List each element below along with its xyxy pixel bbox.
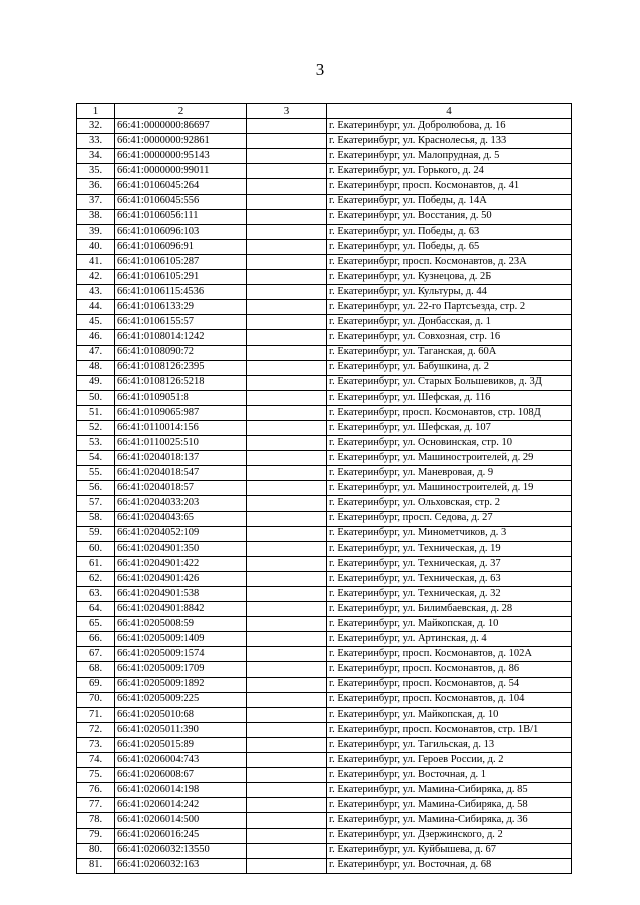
row-number: 56.: [77, 481, 115, 496]
table-row: [77, 753, 572, 768]
row-number: 66.: [77, 632, 115, 647]
cadastral-number: 66:41:0206004:743: [115, 753, 247, 768]
table-row: [77, 149, 572, 164]
column-3-cell: [247, 436, 327, 451]
row-number: 40.: [77, 239, 115, 254]
cadastral-number: 66:41:0205009:1892: [115, 677, 247, 692]
row-number: 42.: [77, 270, 115, 285]
column-3-cell: [247, 707, 327, 722]
cadastral-number: 66:41:0205011:390: [115, 722, 247, 737]
column-3-cell: [247, 254, 327, 269]
table-body: [77, 119, 572, 874]
table-row: [77, 436, 572, 451]
address: г. Екатеринбург, ул. Горького, д. 24: [327, 164, 572, 179]
table-row: [77, 209, 572, 224]
table-row: [77, 164, 572, 179]
cadastral-number: 66:41:0205015:89: [115, 737, 247, 752]
cadastral-number: 66:41:0110025:510: [115, 436, 247, 451]
address: г. Екатеринбург, просп. Космонавтов, д. 23А: [327, 254, 572, 269]
row-number: 52.: [77, 420, 115, 435]
address: г. Екатеринбург, ул. Победы, д. 65: [327, 239, 572, 254]
row-number: 73.: [77, 737, 115, 752]
column-3-cell: [247, 587, 327, 602]
address: г. Екатеринбург, ул. Мамина-Сибиряка, д. 85: [327, 783, 572, 798]
column-3-cell: [247, 798, 327, 813]
table-row: [77, 692, 572, 707]
address: г. Екатеринбург, ул. Артинская, д. 4: [327, 632, 572, 647]
table-row: [77, 315, 572, 330]
row-number: 78.: [77, 813, 115, 828]
table-header: [77, 104, 572, 119]
row-number: 81.: [77, 858, 115, 873]
cadastral-number: 66:41:0106045:556: [115, 194, 247, 209]
column-3-cell: [247, 843, 327, 858]
row-number: 48.: [77, 360, 115, 375]
table-row: [77, 662, 572, 677]
address: г. Екатеринбург, ул. Победы, д. 63: [327, 224, 572, 239]
column-3-cell: [247, 511, 327, 526]
address: г. Екатеринбург, просп. Седова, д. 27: [327, 511, 572, 526]
address: г. Екатеринбург, ул. Машиностроителей, д. 29: [327, 451, 572, 466]
table-row: [77, 858, 572, 873]
cadastral-number: 66:41:0205010:68: [115, 707, 247, 722]
row-number: 72.: [77, 722, 115, 737]
column-header: 3: [247, 104, 327, 119]
cadastral-number: 66:41:0204018:57: [115, 481, 247, 496]
column-3-cell: [247, 405, 327, 420]
page-number: 3: [315, 60, 325, 79]
row-number: 38.: [77, 209, 115, 224]
column-3-cell: [247, 496, 327, 511]
table-row: [77, 707, 572, 722]
address: г. Екатеринбург, ул. Кузнецова, д. 2Б: [327, 270, 572, 285]
cadastral-number: 66:41:0000000:95143: [115, 149, 247, 164]
column-3-cell: [247, 270, 327, 285]
column-3-cell: [247, 753, 327, 768]
address: г. Екатеринбург, ул. Тагильская, д. 13: [327, 737, 572, 752]
cadastral-number: 66:41:0106056:111: [115, 209, 247, 224]
row-number: 79.: [77, 828, 115, 843]
column-3-cell: [247, 526, 327, 541]
address: г. Екатеринбург, ул. Краснолесья, д. 133: [327, 134, 572, 149]
cadastral-number: 66:41:0108126:5218: [115, 375, 247, 390]
column-3-cell: [247, 556, 327, 571]
cadastral-number: 66:41:0110014:156: [115, 420, 247, 435]
address: г. Екатеринбург, ул. Дзержинского, д. 2: [327, 828, 572, 843]
column-3-cell: [247, 662, 327, 677]
column-header: 1: [77, 104, 115, 119]
table-row: [77, 722, 572, 737]
cadastral-number: 66:41:0106096:103: [115, 224, 247, 239]
column-3-cell: [247, 420, 327, 435]
column-3-cell: [247, 813, 327, 828]
address: г. Екатеринбург, просп. Космонавтов, стр. 108Д: [327, 405, 572, 420]
cadastral-number: 66:41:0206014:242: [115, 798, 247, 813]
table-row: [77, 134, 572, 149]
cadastral-number: 66:41:0204018:547: [115, 466, 247, 481]
column-3-cell: [247, 722, 327, 737]
column-header: 2: [115, 104, 247, 119]
cadastral-number: 66:41:0206032:163: [115, 858, 247, 873]
address: г. Екатеринбург, ул. Старых Большевиков, д. 3Д: [327, 375, 572, 390]
row-number: 75.: [77, 768, 115, 783]
row-number: 32.: [77, 119, 115, 134]
table-row: [77, 541, 572, 556]
address: г. Екатеринбург, ул. Техническая, д. 37: [327, 556, 572, 571]
table-row: [77, 632, 572, 647]
table-row: [77, 451, 572, 466]
row-number: 55.: [77, 466, 115, 481]
column-3-cell: [247, 692, 327, 707]
table-row: [77, 828, 572, 843]
row-number: 65.: [77, 617, 115, 632]
table-row: [77, 405, 572, 420]
table-row: [77, 843, 572, 858]
address: г. Екатеринбург, ул. Минометчиков, д. 3: [327, 526, 572, 541]
column-3-cell: [247, 647, 327, 662]
address: г. Екатеринбург, ул. Донбасская, д. 1: [327, 315, 572, 330]
table-row: [77, 239, 572, 254]
cadastral-number: 66:41:0000000:92861: [115, 134, 247, 149]
table-row: [77, 526, 572, 541]
cadastral-number: 66:41:0204901:8842: [115, 602, 247, 617]
table-row: [77, 194, 572, 209]
address: г. Екатеринбург, просп. Космонавтов, д. 41: [327, 179, 572, 194]
column-3-cell: [247, 541, 327, 556]
table-row: [77, 677, 572, 692]
registry-table: [76, 103, 572, 874]
address: г. Екатеринбург, ул. Машиностроителей, д. 19: [327, 481, 572, 496]
address: г. Екатеринбург, ул. Малопрудная, д. 5: [327, 149, 572, 164]
address: г. Екатеринбург, ул. Техническая, д. 63: [327, 571, 572, 586]
address: г. Екатеринбург, ул. Мамина-Сибиряка, д. 58: [327, 798, 572, 813]
row-number: 69.: [77, 677, 115, 692]
column-3-cell: [247, 330, 327, 345]
cadastral-number: 66:41:0204901:422: [115, 556, 247, 571]
cadastral-number: 66:41:0106115:4536: [115, 285, 247, 300]
row-number: 54.: [77, 451, 115, 466]
address: г. Екатеринбург, ул. Добролюбова, д. 16: [327, 119, 572, 134]
row-number: 44.: [77, 300, 115, 315]
cadastral-number: 66:41:0205008:59: [115, 617, 247, 632]
column-3-cell: [247, 466, 327, 481]
column-3-cell: [247, 360, 327, 375]
column-3-cell: [247, 239, 327, 254]
column-3-cell: [247, 315, 327, 330]
cadastral-number: 66:41:0106096:91: [115, 239, 247, 254]
address: г. Екатеринбург, ул. Куйбышева, д. 67: [327, 843, 572, 858]
row-number: 76.: [77, 783, 115, 798]
row-number: 71.: [77, 707, 115, 722]
address: г. Екатеринбург, просп. Космонавтов, д. 54: [327, 677, 572, 692]
table-row: [77, 556, 572, 571]
column-header: 4: [327, 104, 572, 119]
header-row: [77, 104, 572, 119]
column-3-cell: [247, 194, 327, 209]
address: г. Екатеринбург, ул. Основинская, стр. 10: [327, 436, 572, 451]
address: г. Екатеринбург, ул. Шефская, д. 116: [327, 390, 572, 405]
row-number: 57.: [77, 496, 115, 511]
address: г. Екатеринбург, ул. Ольховская, стр. 2: [327, 496, 572, 511]
table-row: [77, 647, 572, 662]
table-row: [77, 481, 572, 496]
column-3-cell: [247, 134, 327, 149]
cadastral-number: 66:41:0000000:86697: [115, 119, 247, 134]
row-number: 70.: [77, 692, 115, 707]
address: г. Екатеринбург, ул. Техническая, д. 19: [327, 541, 572, 556]
row-number: 49.: [77, 375, 115, 390]
row-number: 53.: [77, 436, 115, 451]
cadastral-number: 66:41:0204033:203: [115, 496, 247, 511]
cadastral-number: 66:41:0106155:57: [115, 315, 247, 330]
table-row: [77, 330, 572, 345]
row-number: 39.: [77, 224, 115, 239]
table-row: [77, 224, 572, 239]
table-row: [77, 285, 572, 300]
column-3-cell: [247, 828, 327, 843]
table-row: [77, 587, 572, 602]
column-3-cell: [247, 300, 327, 315]
row-number: 58.: [77, 511, 115, 526]
row-number: 62.: [77, 571, 115, 586]
cadastral-number: 66:41:0204043:65: [115, 511, 247, 526]
cadastral-number: 66:41:0106105:291: [115, 270, 247, 285]
row-number: 36.: [77, 179, 115, 194]
cadastral-number: 66:41:0205009:225: [115, 692, 247, 707]
address: г. Екатеринбург, просп. Космонавтов, д. 86: [327, 662, 572, 677]
address: г. Екатеринбург, ул. Восстания, д. 50: [327, 209, 572, 224]
column-3-cell: [247, 179, 327, 194]
row-number: 67.: [77, 647, 115, 662]
address: г. Екатеринбург, просп. Космонавтов, д. 104: [327, 692, 572, 707]
table-row: [77, 783, 572, 798]
row-number: 63.: [77, 587, 115, 602]
table-row: [77, 420, 572, 435]
cadastral-number: 66:41:0205009:1574: [115, 647, 247, 662]
table-row: [77, 270, 572, 285]
row-number: 47.: [77, 345, 115, 360]
address: г. Екатеринбург, просп. Космонавтов, д. 102А: [327, 647, 572, 662]
address: г. Екатеринбург, ул. Восточная, д. 1: [327, 768, 572, 783]
table-row: [77, 571, 572, 586]
table-row: [77, 119, 572, 134]
column-3-cell: [247, 119, 327, 134]
column-3-cell: [247, 285, 327, 300]
row-number: 51.: [77, 405, 115, 420]
column-3-cell: [247, 571, 327, 586]
row-number: 37.: [77, 194, 115, 209]
row-number: 68.: [77, 662, 115, 677]
row-number: 64.: [77, 602, 115, 617]
table-row: [77, 813, 572, 828]
address: г. Екатеринбург, ул. Билимбаевская, д. 28: [327, 602, 572, 617]
cadastral-number: 66:41:0108090:72: [115, 345, 247, 360]
cadastral-number: 66:41:0106045:264: [115, 179, 247, 194]
cadastral-number: 66:41:0108014:1242: [115, 330, 247, 345]
row-number: 80.: [77, 843, 115, 858]
row-number: 34.: [77, 149, 115, 164]
row-number: 41.: [77, 254, 115, 269]
column-3-cell: [247, 602, 327, 617]
table-row: [77, 375, 572, 390]
table-row: [77, 768, 572, 783]
row-number: 33.: [77, 134, 115, 149]
table-row: [77, 179, 572, 194]
cadastral-number: 66:41:0109065:987: [115, 405, 247, 420]
cadastral-number: 66:41:0109051:8: [115, 390, 247, 405]
column-3-cell: [247, 617, 327, 632]
address: г. Екатеринбург, просп. Космонавтов, стр. 1В/1: [327, 722, 572, 737]
cadastral-number: 66:41:0106133:29: [115, 300, 247, 315]
column-3-cell: [247, 858, 327, 873]
address: г. Екатеринбург, ул. Совхозная, стр. 16: [327, 330, 572, 345]
table-row: [77, 798, 572, 813]
column-3-cell: [247, 390, 327, 405]
table-row: [77, 390, 572, 405]
address: г. Екатеринбург, ул. Майкопская, д. 10: [327, 707, 572, 722]
row-number: 61.: [77, 556, 115, 571]
address: г. Екатеринбург, ул. Таганская, д. 60А: [327, 345, 572, 360]
address: г. Екатеринбург, ул. Мамина-Сибиряка, д. 36: [327, 813, 572, 828]
address: г. Екатеринбург, ул. 22-го Партсъезда, стр. 2: [327, 300, 572, 315]
address: г. Екатеринбург, ул. Шефская, д. 107: [327, 420, 572, 435]
table-row: [77, 511, 572, 526]
row-number: 43.: [77, 285, 115, 300]
column-3-cell: [247, 451, 327, 466]
column-3-cell: [247, 677, 327, 692]
cadastral-number: 66:41:0206032:13550: [115, 843, 247, 858]
table-row: [77, 300, 572, 315]
cadastral-number: 66:41:0204052:109: [115, 526, 247, 541]
row-number: 45.: [77, 315, 115, 330]
cadastral-number: 66:41:0206016:245: [115, 828, 247, 843]
cadastral-number: 66:41:0206008:67: [115, 768, 247, 783]
address: г. Екатеринбург, ул. Маневровая, д. 9: [327, 466, 572, 481]
cadastral-number: 66:41:0106105:287: [115, 254, 247, 269]
column-3-cell: [247, 768, 327, 783]
column-3-cell: [247, 149, 327, 164]
table-row: [77, 254, 572, 269]
column-3-cell: [247, 224, 327, 239]
table-row: [77, 496, 572, 511]
address: г. Екатеринбург, ул. Бабушкина, д. 2: [327, 360, 572, 375]
table-row: [77, 466, 572, 481]
column-3-cell: [247, 375, 327, 390]
row-number: 35.: [77, 164, 115, 179]
row-number: 46.: [77, 330, 115, 345]
cadastral-number: 66:41:0205009:1709: [115, 662, 247, 677]
column-3-cell: [247, 164, 327, 179]
column-3-cell: [247, 209, 327, 224]
address: г. Екатеринбург, ул. Героев России, д. 2: [327, 753, 572, 768]
cadastral-number: 66:41:0204901:350: [115, 541, 247, 556]
column-3-cell: [247, 737, 327, 752]
address: г. Екатеринбург, ул. Победы, д. 14А: [327, 194, 572, 209]
row-number: 60.: [77, 541, 115, 556]
row-number: 59.: [77, 526, 115, 541]
cadastral-number: 66:41:0204018:137: [115, 451, 247, 466]
column-3-cell: [247, 783, 327, 798]
table-row: [77, 360, 572, 375]
address: г. Екатеринбург, ул. Техническая, д. 32: [327, 587, 572, 602]
cadastral-number: 66:41:0204901:426: [115, 571, 247, 586]
table-row: [77, 617, 572, 632]
cadastral-number: 66:41:0205009:1409: [115, 632, 247, 647]
row-number: 77.: [77, 798, 115, 813]
cadastral-number: 66:41:0204901:538: [115, 587, 247, 602]
address: г. Екатеринбург, ул. Восточная, д. 68: [327, 858, 572, 873]
table-row: [77, 737, 572, 752]
column-3-cell: [247, 345, 327, 360]
cadastral-number: 66:41:0000000:99011: [115, 164, 247, 179]
table-row: [77, 345, 572, 360]
row-number: 50.: [77, 390, 115, 405]
row-number: 74.: [77, 753, 115, 768]
column-3-cell: [247, 481, 327, 496]
cadastral-number: 66:41:0206014:198: [115, 783, 247, 798]
column-3-cell: [247, 632, 327, 647]
cadastral-number: 66:41:0108126:2395: [115, 360, 247, 375]
address: г. Екатеринбург, ул. Майкопская, д. 10: [327, 617, 572, 632]
cadastral-number: 66:41:0206014:500: [115, 813, 247, 828]
address: г. Екатеринбург, ул. Культуры, д. 44: [327, 285, 572, 300]
table-row: [77, 602, 572, 617]
